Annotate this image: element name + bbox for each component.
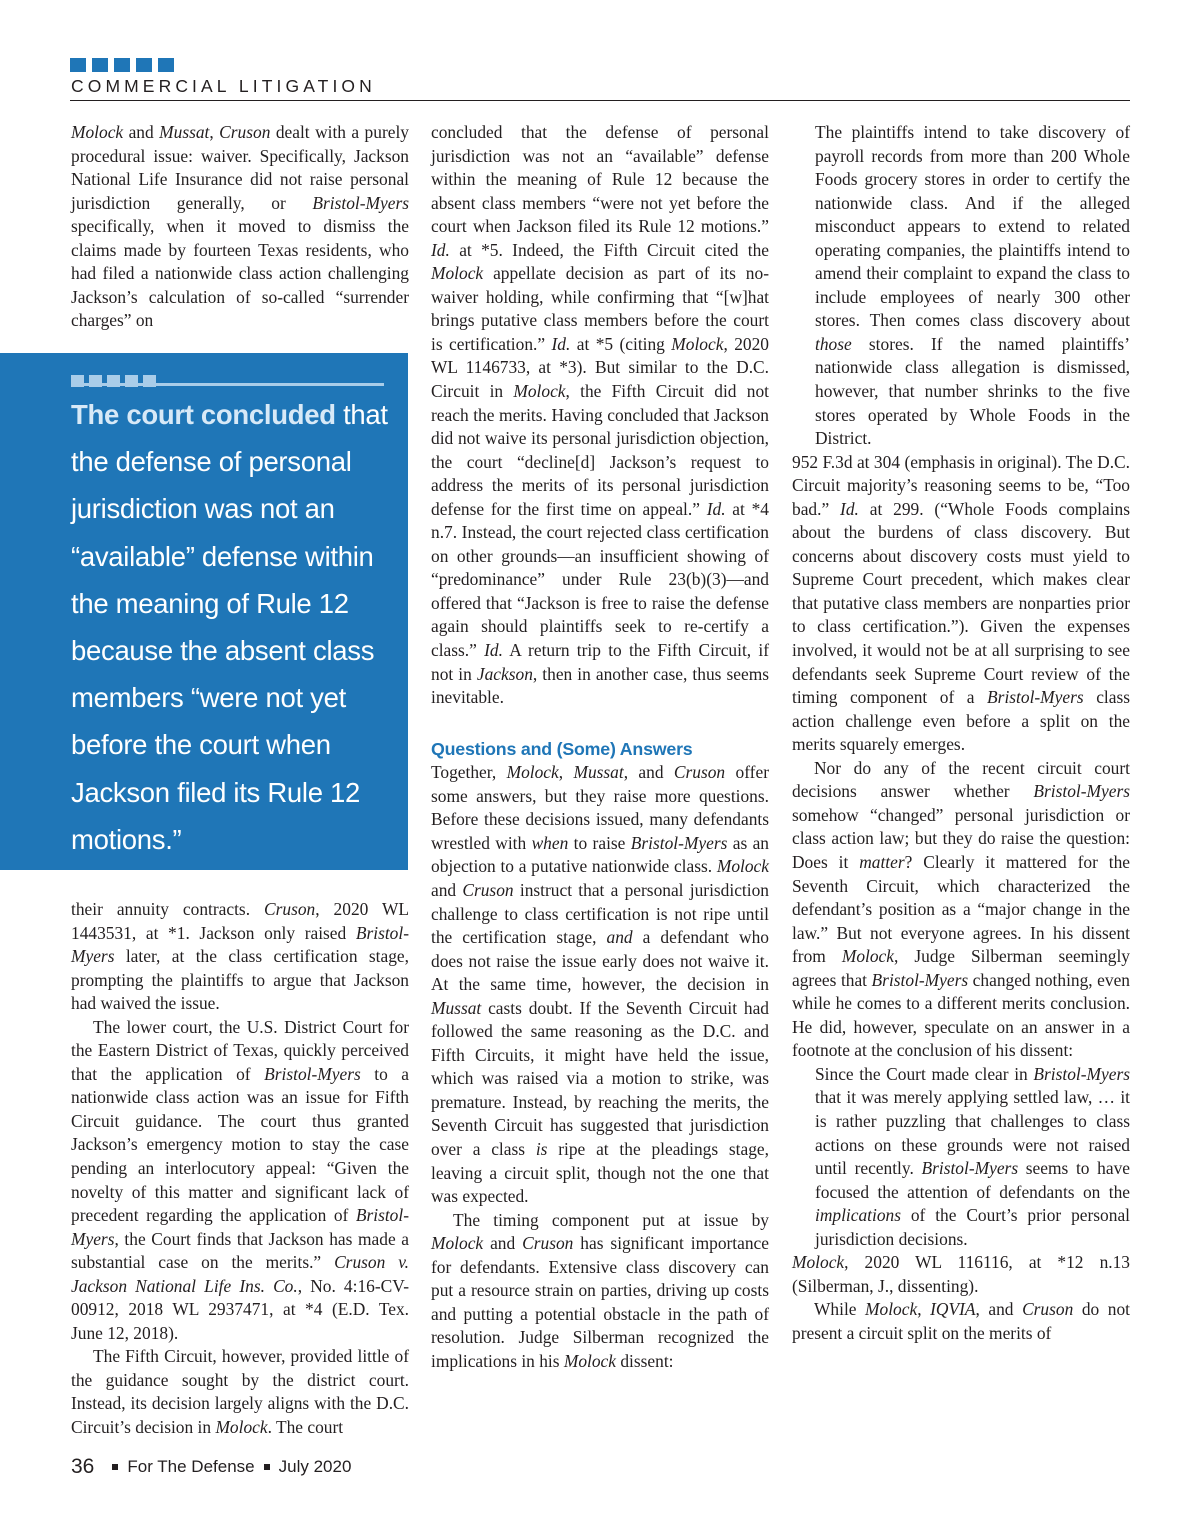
pull-quote-text (71, 391, 401, 863)
page-number: 36 (71, 1455, 95, 1478)
section-header-squares (70, 58, 174, 72)
paragraph: While Molock, IQVIA, and Cruson do not present a circuit split on the merits of (792, 1299, 1131, 1343)
section-title: COMMERCIAL LITIGATION (71, 76, 376, 96)
paragraph: Together, Molock, Mussat, and Cruson offer some answers, but they raise more questions. Before these decisions issued, many defendants wrestled with when to raise Bristol-Myers as an objection to a putative nationwide class. Molock and Cruson instruct that a personal jurisdiction challenge to class certification is not ripe until the certification stage, and a defendant who does not raise the issue early does not waive it. At the same time, however, the decision in Mussat casts doubt. If the Seventh Circuit had followed the same reasoning as the D.C. and Fifth Circuits, it might have held the issue, which was raised via a motion to strike, was premature. Instead, by reaching the merits, the Seventh Circuit has suggested that jurisdiction over a class is ripe at the pleadings stage, leaving a circuit split, though not the one that was expected. (431, 762, 769, 1207)
pull-quote-body: that the defense of personal jurisdiction was not an “available” defense within the meaning of Rule 12 because the absent class members “were not yet before the court when Jackson filed its Rule 12 motions.” (71, 399, 388, 855)
paragraph: Molock and Mussat, Cruson dealt with a purely procedural issue: waiver. Specifically, Jackson National Life Insurance did not raise personal jurisdiction generally, or Bristol-Myers specifically, when it moved to dismiss the claims made by fourteen Texas residents, who had filed a nationwide class action challenging Jackson’s calculation of so-called “surrender charges” on (71, 122, 409, 331)
paragraph: 952 F.3d at 304 (emphasis in original). The D.C. Circuit majority’s reasoning seems to be, “Too bad.” Id. at 299. (“Whole Foods complains about the burdens of class discovery. But concerns about discovery costs must yield to Supreme Court precedent, which makes clear that putative class members are nonparties prior to class certification.”). Given the expenses involved, it would not be at all surprising to see defendants seek Supreme Court review of the timing component of a Bristol-Myers class action challenge even before a split on the merits squarely emerges. (792, 451, 1130, 755)
block-quote: The plaintiffs intend to take discovery of payroll records from more than 200 Whole Foods grocery stores in order to certify the nationwide class. And if the alleged misconduct appears to extend to related operating companies, the plaintiffs intend to amend their complaint to expand the class to include employees of nearly 300 other stores. Then comes class discovery about those stores. If the named plaintiffs’ nationwide class allegation is dismissed, however, that number shrinks to the five stores operated by Whole Foods in the District. (815, 122, 1130, 449)
paragraph: The Fifth Circuit, however, provided little of the guidance sought by the district court. Instead, its decision largely aligns with the D.C. Circuit’s decision in Molock. The court (71, 1346, 409, 1438)
citation: Molock, 2020 WL 116116, at *12 n.13 (Silberman, J., dissenting). (792, 1252, 1130, 1296)
pull-quote (0, 353, 408, 870)
column-3 (792, 121, 1130, 1345)
page-footer (71, 1455, 351, 1479)
paragraph: their annuity contracts. Cruson, 2020 WL 1443531, at *1. Jackson only raised Bristol-Myers later, at the class certification stage, prompting the plaintiffs to argue that Jackson had waived the issue. (71, 899, 410, 1014)
column-1-bottom (71, 898, 409, 1440)
pull-quote-squares (71, 375, 156, 387)
column-1-top (71, 121, 409, 333)
column-2 (431, 121, 769, 1373)
pull-quote-lead: The court concluded (71, 399, 336, 430)
section-heading: Questions and (Some) Answers (431, 738, 693, 759)
bullet-separator (112, 1464, 118, 1470)
publication-name: For The Defense (127, 1457, 255, 1476)
paragraph: The timing component put at issue by Molock and Cruson has significant importance for defendants. Extensive class discovery can put a resource strain on parties, driving up costs and putting a potential obstacle in the path of resolution. Judge Silberman recognized the implications in his Molock dissent: (431, 1209, 769, 1371)
paragraph: The lower court, the U.S. District Court for the Eastern District of Texas, quickly perceived that the application of Bristol-Myers to a nationwide class action was an issue for Fifth Circuit guidance. The court thus granted Jackson’s emergency motion to stay the case pending an interlocutory appeal: “Given the novelty of this matter and significant lack of precedent regarding the application of Bristol-Myers, the Court finds that Jackson has made a substantial case on the merits.” Cruson v. Jackson National Life Ins. Co., No. 4:16-CV-00912, 2018 WL 2937471, at *4 (E.D. Tex. June 12, 2018). (71, 1016, 409, 1343)
paragraph: Nor do any of the recent circuit court decisions answer whether Bristol-Myers somehow “changed” personal jurisdiction or class action law; but they do raise the question: Does it matter? Clearly it mattered for the Seventh Circuit, which characterized the defendant’s position as a “major change in the law.” But not everyone agrees. In his dissent from Molock, Judge Silberman seemingly agrees that Bristol-Myers changed nothing, even while he comes to a different merits conclusion. He did, however, speculate on an answer in a footnote at the conclusion of his dissent: (792, 757, 1130, 1061)
header-rule (70, 100, 1130, 101)
paragraph: concluded that the defense of personal jurisdiction was not an “available” defense within the meaning of Rule 12 because the absent class members “were not yet before the court when Jackson filed its Rule 12 motions.” Id. at *5. Indeed, the Fifth Circuit cited the Molock appellate decision as part of its no-waiver holding, while confirming that “[w]hat brings putative class members before the court is certification.” Id. at *5 (citing Molock, 2020 WL 1146733, at *3). But similar to the D.C. Circuit in Molock, the Fifth Circuit did not reach the merits. Having concluded that Jackson did not waive its personal jurisdiction objection, the court “decline[d] Jackson’s request to address the merits of its personal jurisdiction defense for the first time on appeal.” Id. at *4 n.7. Instead, the court rejected class certification on other grounds—an insufficient showing of “predominance” under Rule 23(b)(3)—and offered that “Jackson is free to raise the defense again should plaintiffs seek to re-certify a class.” Id. A return trip to the Fifth Circuit, if not in Jackson, then in another case, thus seems inevitable. (431, 122, 770, 708)
block-quote: Since the Court made clear in Bristol-Myers that it was merely applying settled law, … it is rather puzzling that challenges to class actions on these grounds were not raised until recently. Bristol-Myers seems to have focused the attention of defendants on the implications of the Court’s prior personal jurisdiction decisions. (815, 1063, 1130, 1249)
bullet-separator (264, 1464, 270, 1470)
issue-date: July 2020 (278, 1457, 352, 1476)
